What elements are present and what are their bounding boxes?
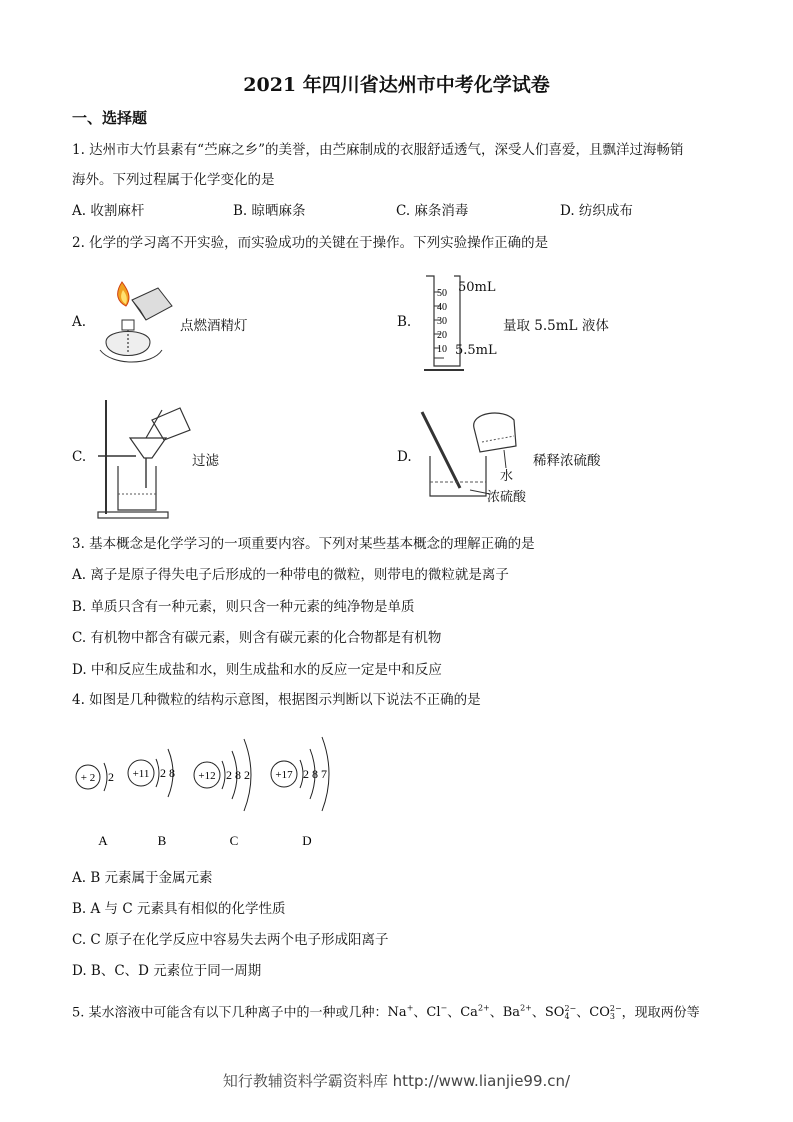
q2-option-a-caption: 点燃酒精灯 <box>180 318 248 334</box>
q1-option-c: C. 麻条消毒 <box>396 203 469 219</box>
particle-a-label: A <box>98 833 108 848</box>
q2-option-b-caption: 量取 5.5mL 液体 <box>503 318 609 334</box>
particle-d-electrons: 2 8 7 <box>303 767 327 781</box>
cylinder-volume-label: 5.5mL <box>455 343 497 358</box>
q5-stem-start: 5. 某水溶液中可能含有以下几种离子中的一种或几种： <box>72 1005 388 1021</box>
q2-option-b-letter: B. <box>397 314 412 330</box>
q5-stem-end: ，现取两份等 <box>621 1005 700 1021</box>
cylinder-capacity-label: 50mL <box>458 280 496 295</box>
q1-option-a: A. 收割麻杆 <box>72 203 145 219</box>
particle-b-nucleus: +11 <box>132 768 150 780</box>
q3-option-b: B. 单质只含有一种元素，则只含一种元素的纯净物是单质 <box>72 599 415 615</box>
q4-option-d: D. B、C、D 元素位于同一周期 <box>72 963 262 979</box>
particle-c <box>194 739 251 848</box>
cylinder-tick-10: 10 <box>437 344 447 355</box>
cylinder-tick-40: 40 <box>437 302 447 313</box>
q1-stem-line2: 海外。下列过程属于化学变化的是 <box>72 172 275 188</box>
ion-so4: SO 2− 4 <box>544 1003 577 1021</box>
ion-na: Na+ <box>387 1004 414 1021</box>
particle-b <box>128 749 175 848</box>
particle-c-electrons: 2 8 2 <box>226 768 250 782</box>
q1-option-d: D. 纺织成布 <box>560 203 633 219</box>
q3-option-a: A. 离子是原子得失电子后形成的一种带电的微粒，则带电的微粒就是离子 <box>72 567 509 583</box>
q4-stem: 4. 如图是几种微粒的结构示意图，根据图示判断以下说法不正确的是 <box>72 692 481 708</box>
atomic-structure-diagrams <box>70 725 360 850</box>
particle-d-nucleus: +17 <box>275 769 293 781</box>
alcohol-lamp-figure <box>92 280 182 370</box>
q3-option-d: D. 中和反应生成盐和水，则生成盐和水的反应一定是中和反应 <box>72 662 442 678</box>
footer-watermark: 知行教辅资料学霸资料库 http://www.lianjie99.cn/ <box>222 1072 571 1090</box>
q4-option-b: B. A 与 C 元素具有相似的化学性质 <box>72 901 286 917</box>
particle-d-label: D <box>302 833 312 848</box>
particle-c-nucleus: +12 <box>198 770 216 782</box>
q3-option-c: C. 有机物中都含有碳元素，则含有碳元素的化合物都是有机物 <box>72 630 442 646</box>
q4-option-c: C. C 原子在化学反应中容易失去两个电子形成阳离子 <box>72 932 389 948</box>
q2-option-d-caption: 稀释浓硫酸 <box>533 453 601 469</box>
particle-d <box>271 737 329 848</box>
ion-ba: $Ba^{2+}$ <box>502 1004 532 1021</box>
q1-stem-line1: 1. 达州市大竹县素有“苎麻之乡”的美誉，由苎麻制成的衣服舒适透气，深受人们喜爱，且飘洋过海畅销 <box>72 142 684 158</box>
q3-stem: 3. 基本概念是化学学习的一项重要内容。下列对某些基本概念的理解正确的是 <box>72 536 535 552</box>
q2-option-c-letter: C. <box>72 449 87 465</box>
q2-option-c-caption: 过滤 <box>192 453 219 469</box>
cylinder-tick-50: 50 <box>437 288 447 299</box>
cylinder-tick-20: 20 <box>437 330 447 341</box>
concentrated-acid-label: 浓硫酸 <box>487 490 527 505</box>
q2-option-a-letter: A. <box>72 314 87 330</box>
cylinder-tick-30: 30 <box>437 316 447 327</box>
q5-stem: 5. 某水溶液中可能含有以下几种离子中的一种或几种：Na+、Cl−、$Ca^{2+}$、$Ba^{2+}$、SO 2− 4 、CO 2− 3 ，现取两份等 <box>72 1003 700 1021</box>
particle-b-electrons: 2 8 <box>160 766 175 780</box>
q1-option-b: B. 晾晒麻条 <box>233 203 306 219</box>
water-label: 水 <box>500 469 514 484</box>
particle-a-nucleus: + 2 <box>80 772 96 784</box>
ion-cl: Cl− <box>426 1004 448 1021</box>
section-heading: 一、选择题 <box>72 109 148 127</box>
particle-c-label: C <box>229 833 239 848</box>
particle-a-electrons: 2 <box>108 770 114 784</box>
particle-a <box>76 763 114 848</box>
q2-stem: 2. 化学的学习离不开实验，而实验成功的关键在于操作。下列实验操作正确的是 <box>72 235 549 251</box>
filtration-apparatus-figure <box>96 398 192 522</box>
ion-ca: $Ca^{2+}$ <box>460 1004 490 1021</box>
ion-co3: CO 2− 3 <box>589 1003 622 1021</box>
particle-b-label: B <box>157 833 167 848</box>
page-title: 2021 年四川省达州市中考化学试卷 <box>243 74 550 96</box>
q2-option-d-letter: D. <box>397 449 412 465</box>
q4-option-a: A. B 元素属于金属元素 <box>72 870 213 886</box>
